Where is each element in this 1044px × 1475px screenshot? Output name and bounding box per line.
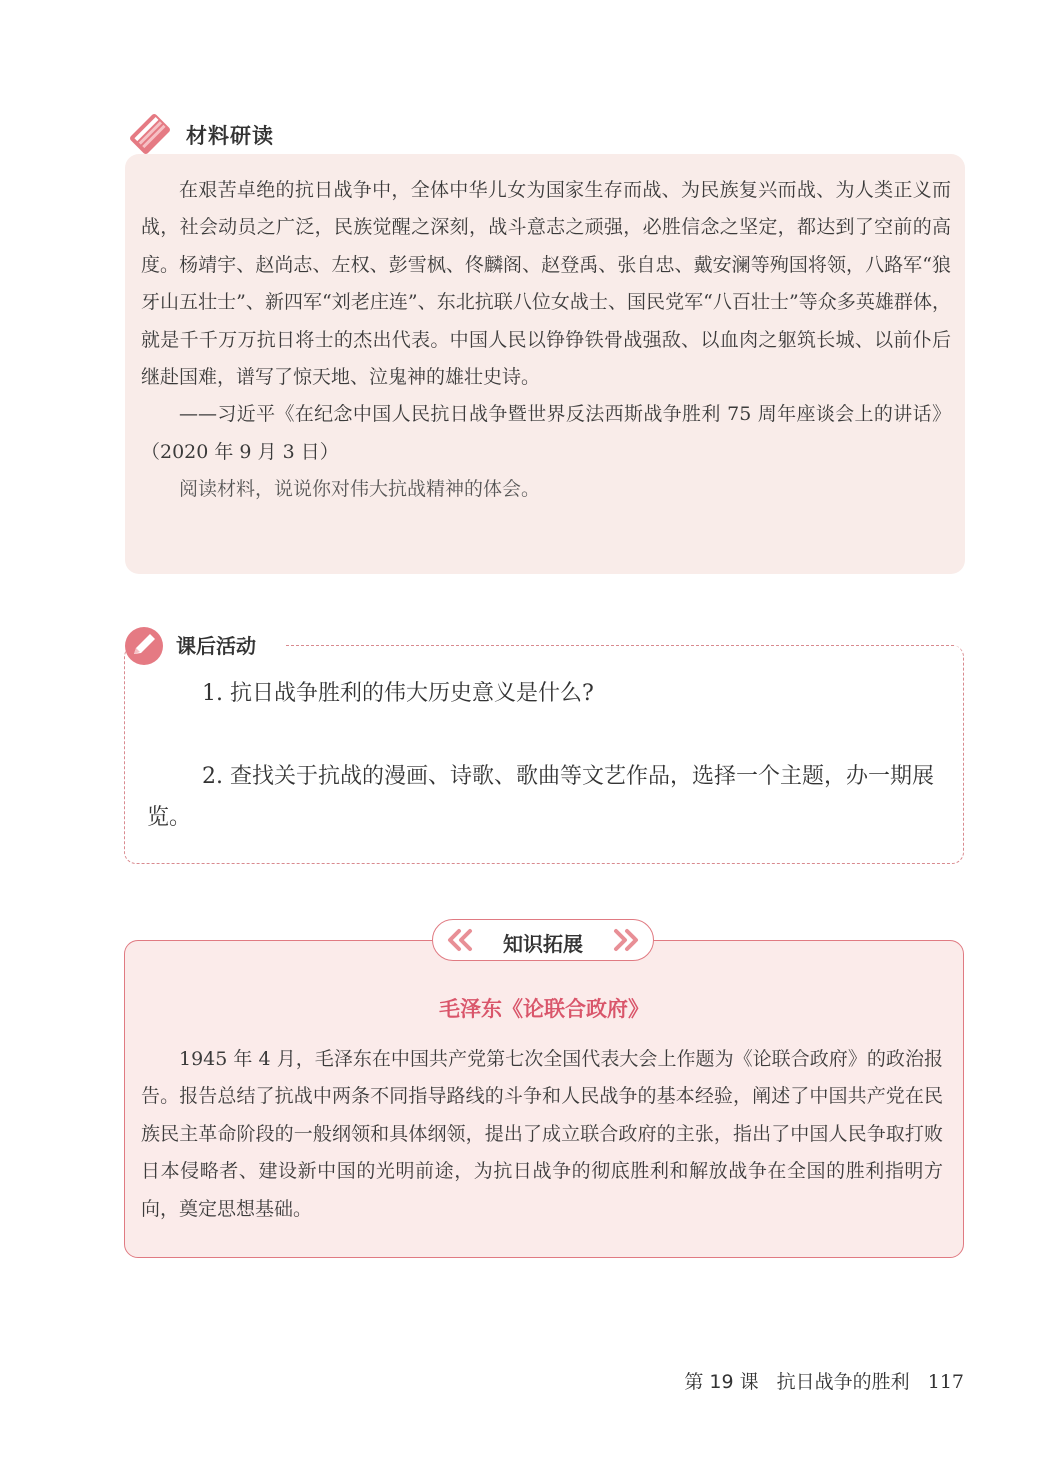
- material-reading-box: [125, 154, 965, 574]
- material-paragraph: 在艰苦卓绝的抗日战争中，全体中华儿女为国家生存而战、为民族复兴而战、为人类正义而战，社会动员之广泛，民族觉醒之深刻，战斗意志之顽强，必胜信念之坚定，都达到了空前的高度。杨靖宇、赵尚志、左权、彭雪枫、佟麟阁、赵登禹、张自忠、戴安澜等殉国将领，八路军“狼牙山五壮士”、新四军“刘老庄连”、东北抗联八位女战士、国民党军“八百壮士”等众多英雄群体，就是千千万万抗日将士的杰出代表。中国人民以铮铮铁骨战强敌、以血肉之躯筑长城、以前仆后继赴国难，谱写了惊天地、泣鬼神的雄壮史诗。: [141, 179, 951, 389]
- knowledge-tab: [432, 919, 654, 961]
- activity-top-divider: [286, 645, 954, 646]
- footer-lesson: 第 19 课: [684, 1371, 759, 1393]
- pencil-icon: [122, 624, 166, 668]
- page-number: 117: [927, 1371, 964, 1393]
- activity-item-2: 2. 查找关于抗战的漫画、诗歌、歌曲等文艺作品，选择一个主题，办一期展览。: [147, 764, 934, 830]
- knowledge-heading: 毛泽东《论联合政府》: [439, 996, 649, 1021]
- activity-box: [124, 645, 964, 864]
- material-citation: ——习近平《在纪念中国人民抗日战争暨世界反法西斯战争胜利 75 周年座谈会上的讲话》（2020 年 9 月 3 日）: [141, 403, 951, 463]
- knowledge-tab-title: 知识拓展: [503, 932, 583, 956]
- knowledge-text: [141, 1041, 943, 1228]
- material-section-header: [126, 112, 426, 156]
- material-question: 阅读材料，说说你对伟大抗战精神的体会。: [179, 478, 541, 501]
- knowledge-paragraph: 1945 年 4 月，毛泽东在中国共产党第七次全国代表大会上作题为《论联合政府》的政治报告。报告总结了抗战中两条不同指导路线的斗争和人民战争的基本经验，阐述了中国共产党在民族民主革命阶段的一般纲领和具体纲领，提出了成立联合政府的主张，指出了中国人民争取打败日本侵略者、建设新中国的光明前途，为抗日战争的彻底胜利和解放战争在全国的胜利指明方向，奠定思想基础。: [141, 1048, 943, 1220]
- knowledge-box: [124, 940, 964, 1258]
- double-chevron-right-icon: [611, 928, 641, 952]
- activity-title: 课后活动: [176, 634, 256, 658]
- page-footer: [672, 1367, 964, 1394]
- material-title: 材料研读: [186, 124, 274, 148]
- activity-item-1: 1. 抗日战争胜利的伟大历史意义是什么?: [202, 681, 594, 706]
- footer-lesson-title: 抗日战争的胜利: [776, 1371, 910, 1393]
- activity-list: [147, 673, 943, 838]
- material-text: [141, 172, 951, 509]
- book-icon: [126, 112, 174, 156]
